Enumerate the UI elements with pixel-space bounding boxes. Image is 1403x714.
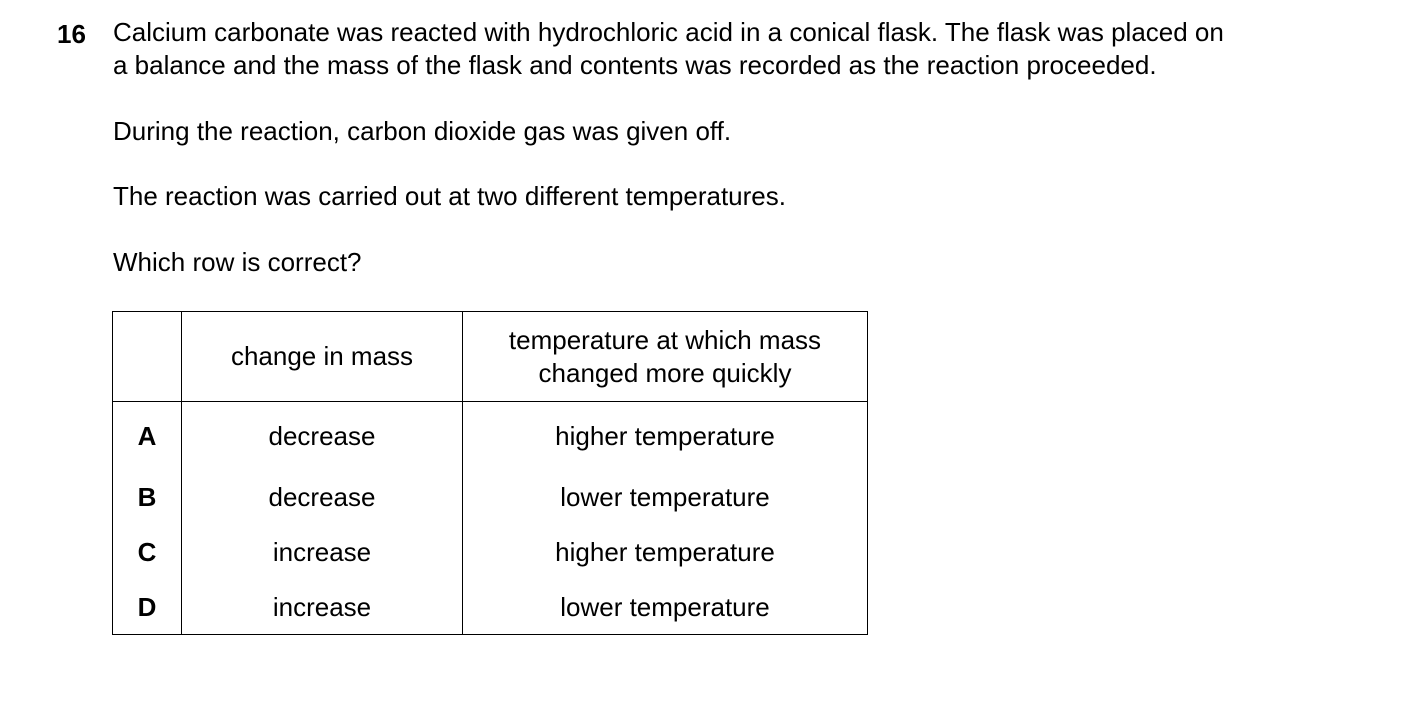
option-temperature: lower temperature	[463, 470, 868, 525]
table-row[interactable]	[113, 470, 868, 525]
question-prompt: Which row is correct?	[113, 247, 362, 277]
option-change-in-mass: increase	[182, 525, 463, 580]
question-info-paragraph: During the reaction, carbon dioxide gas was given off.	[113, 116, 732, 146]
table-row[interactable]	[113, 525, 868, 580]
option-change-in-mass: decrease	[182, 402, 463, 471]
option-letter: D	[113, 580, 182, 635]
header-change-in-mass: change in mass	[182, 312, 463, 402]
question-number: 16	[57, 19, 86, 49]
question-stem-text: Calcium carbonate was reacted with hydrochloric acid in a conical flask. The flask was placed on a balance and the mass of the flask and contents was recorded as the reaction proceeded.	[113, 17, 1224, 80]
header-letter-cell	[113, 312, 182, 402]
option-change-in-mass: increase	[182, 580, 463, 635]
table-row[interactable]	[113, 580, 868, 635]
option-temperature: higher temperature	[463, 525, 868, 580]
option-temperature: higher temperature	[463, 402, 868, 471]
question-stem-paragraph	[113, 16, 1224, 82]
table-header-row	[113, 312, 868, 402]
option-letter: A	[113, 402, 182, 471]
header-temperature-text: temperature at which mass changed more quickly	[508, 324, 822, 388]
question-info-paragraph-2: The reaction was carried out at two different temperatures.	[113, 181, 786, 211]
option-letter: C	[113, 525, 182, 580]
header-temperature	[463, 312, 868, 402]
option-temperature: lower temperature	[463, 580, 868, 635]
answer-options-table	[112, 311, 868, 635]
table-row[interactable]	[113, 402, 868, 471]
option-letter: B	[113, 470, 182, 525]
option-change-in-mass: decrease	[182, 470, 463, 525]
